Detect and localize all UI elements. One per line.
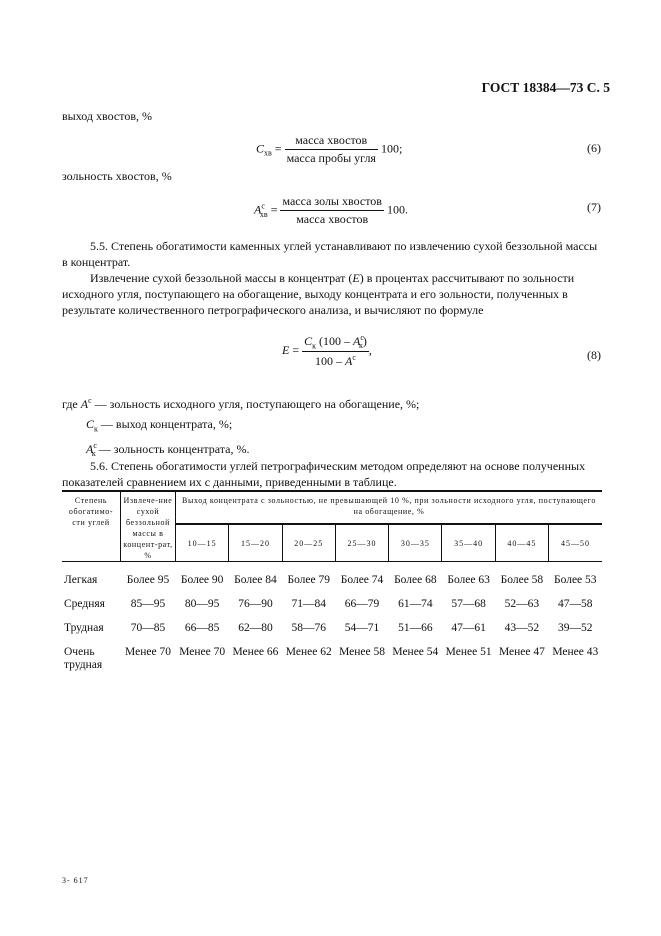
row-yield-value: 47—61 (451, 622, 486, 634)
row-yield-value: Более 53 (554, 574, 597, 586)
row-yield-value: 58—76 (291, 622, 326, 634)
intro-tail-yield: выход хвостов, % (62, 109, 152, 123)
row-yield-value: 43—52 (504, 622, 540, 634)
row-yield-value: Более 63 (447, 574, 490, 586)
row-yield-value: Менее 58 (339, 646, 385, 658)
table-row (62, 562, 602, 599)
para-5-5-line2: в концентрат. (62, 255, 131, 269)
row-degree: Очень трудная (64, 646, 103, 671)
header-yield: Выход концентрата с зольностью, не превышающей 10 %, при зольности исходного угля, поступающего на обогащение, % (182, 496, 596, 516)
para-5-5b-line3: результате количественного петрографического анализа, и вычисляют по формуле (62, 303, 484, 317)
row-yield-value: Менее 43 (552, 646, 599, 658)
formula-7: $A^c_{хв}$ = $\frac{\text{масса золы хвостов}}{\text{масса хвостов}}$ 100. (254, 194, 408, 226)
row-yield-value: 51—66 (398, 622, 433, 634)
row-yield-value: 66—79 (344, 598, 380, 610)
header-range: 15—20 (229, 524, 282, 562)
intro-tail-ash: зольность хвостов, % (62, 169, 172, 183)
table-row (62, 646, 602, 672)
row-extraction: 85—95 (130, 598, 166, 610)
row-extraction: Более 95 (126, 574, 170, 586)
formula-6-fraction: $\frac{\text{масса хвостов}}{\text{масса пробы угля}}$ (286, 133, 376, 165)
header-degree: Степень обогатимо-сти углей (62, 491, 121, 562)
row-yield-value: 76—90 (238, 598, 273, 610)
header-range: 45—50 (549, 524, 602, 562)
row-yield-value: 52—63 (504, 598, 540, 610)
table-row (62, 622, 602, 646)
para-5-5-line1: 5.5. Степень обогатимости каменных углей устанавливают по извлечению сухой беззольной массы (90, 239, 598, 253)
formula-8-fraction: $\frac{C_к (100 - A^c_к)}{100 - A^c}$ (304, 333, 367, 369)
header-range: 35—40 (442, 524, 495, 562)
formula-7-number: (7) (587, 200, 601, 214)
header-range: 40—45 (495, 524, 548, 562)
header-range: 25—30 (335, 524, 388, 562)
table-row (62, 598, 602, 622)
row-degree: Средняя (64, 598, 105, 610)
row-yield-value: 57—68 (451, 598, 486, 610)
formula-8: E = $\frac{C_к (100 - A^c_к)}{100 - A^c}$ , (282, 333, 372, 369)
row-yield-value: Более 84 (234, 574, 277, 586)
row-degree: Легкая (64, 574, 98, 586)
row-yield-value: 47—58 (558, 598, 593, 610)
para-5-6-line2: показателей сравнением их с данными, приведенными в таблице. (62, 475, 397, 489)
row-yield-value: Более 90 (180, 574, 224, 586)
formula-7-fraction: $\frac{\text{масса золы хвостов}}{\text{масса хвостов}}$ (282, 194, 382, 226)
page-footer: 3- 617 (62, 876, 89, 885)
row-yield-value: 66—85 (184, 622, 220, 634)
definition-ash-conc: $A^c_к$ — зольность концентрата, %. (86, 441, 250, 459)
row-yield-value: Более 68 (394, 574, 437, 586)
header-extraction: Извлече-ние сухой беззольной массы в концент-рат, % (121, 491, 176, 562)
row-yield-value: Менее 70 (179, 646, 226, 658)
header-range: 10—15 (176, 524, 229, 562)
row-extraction: Менее 70 (125, 646, 171, 658)
washability-table (62, 490, 602, 672)
row-extraction: 70—85 (130, 622, 166, 634)
row-degree: Трудная (64, 622, 104, 634)
row-yield-value: 54—71 (344, 622, 380, 634)
formula-8-number: (8) (587, 348, 601, 362)
formula-6-number: (6) (587, 141, 601, 155)
row-yield-value: Более 58 (500, 574, 544, 586)
row-yield-value: Менее 51 (445, 646, 492, 658)
row-yield-value: 71—84 (291, 598, 326, 610)
formula-6: $C_{хв}$ = $\frac{\text{масса хвостов}}{\text{масса пробы угля}}$ 100; (256, 133, 403, 165)
page-header: ГОСТ 18384—73 С. 5 (481, 80, 610, 95)
header-range: 30—35 (389, 524, 442, 562)
row-yield-value: 62—80 (238, 622, 273, 634)
row-yield-value: Менее 54 (392, 646, 439, 658)
row-yield-value: 80—95 (184, 598, 220, 610)
row-yield-value: Более 74 (340, 574, 384, 586)
row-yield-value: Менее 47 (498, 646, 545, 658)
row-yield-value: 61—74 (398, 598, 433, 610)
row-yield-value: Более 79 (287, 574, 330, 586)
row-yield-value: Менее 62 (285, 646, 332, 658)
header-range: 20—25 (282, 524, 335, 562)
para-5-5b-line1: Извлечение сухой беззольной массы в концентрат (E) в процентах рассчитывают по зольности (90, 271, 575, 285)
para-5-5b-line2: исходного угля, поступающего на обогащение, выходу концентрата и его зольности, полученных в (62, 287, 568, 301)
row-yield-value: 39—52 (558, 622, 593, 634)
definition-ash-source: где $A^c$ — зольность исходного угля, поступающего на обогащение, %; (62, 396, 420, 411)
row-yield-value: Менее 66 (232, 646, 279, 658)
table-body (62, 562, 602, 673)
definition-yield: $C_к$ — выход концентрата, %; (86, 417, 233, 434)
para-5-6-line1: 5.6. Степень обогатимости углей петрографическим методом определяют на основе полученных (90, 459, 586, 473)
table-header-row (62, 491, 602, 524)
